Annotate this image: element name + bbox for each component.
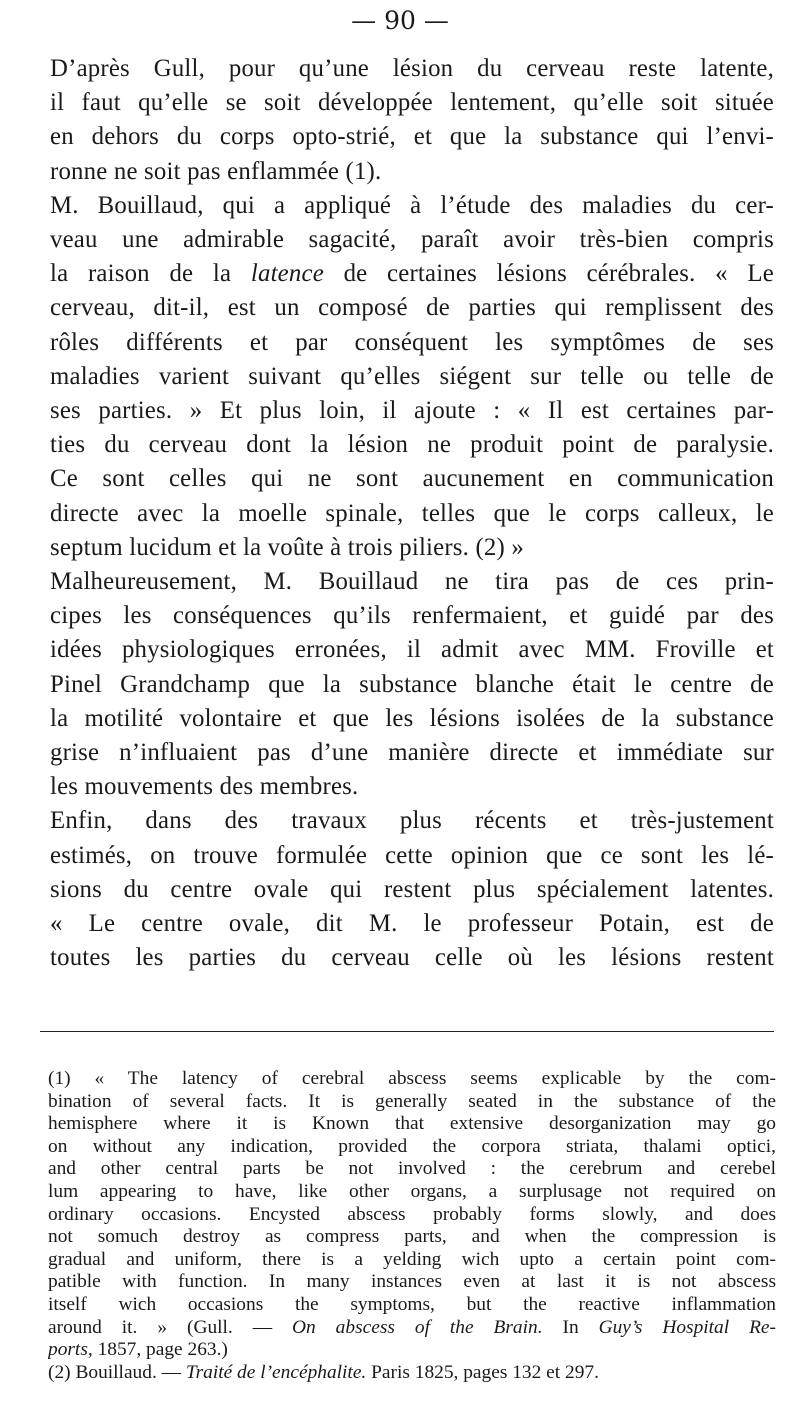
footnote-line: hemisphere where it is Known that extensive desorganization may go bbox=[48, 1113, 776, 1135]
line-fragment: (2) Bouillaud. — bbox=[48, 1361, 186, 1383]
body-line: Malheureusement, M. Bouillaud ne tira pas de ces prin- bbox=[50, 568, 774, 596]
body-line: M. Bouillaud, qui a appliqué à l’étude des maladies du cer- bbox=[50, 191, 774, 219]
line-fragment: 1857, page 263.) bbox=[92, 1339, 228, 1361]
citation-title: On abscess of the Brain. bbox=[292, 1316, 543, 1338]
emphasis-text: latence bbox=[250, 260, 324, 288]
body-line: ronne ne soit pas enflammée (1). bbox=[50, 157, 382, 185]
body-line: ses parties. » Et plus loin, il ajoute : « Il est certaines par- bbox=[50, 397, 774, 425]
footnote-line: gradual and uniform, there is a yelding wich upto a certain point com- bbox=[48, 1248, 776, 1270]
body-line: sions du centre ovale qui restent plus spécialement latentes. bbox=[50, 875, 774, 903]
body-line: rôles différents et par conséquent les symptômes de ses bbox=[50, 328, 774, 356]
body-line: maladies varient suivant qu’elles siégent sur telle ou telle de bbox=[50, 362, 774, 390]
citation-title: Traité de l’encéphalite. bbox=[185, 1361, 367, 1383]
body-line: cipes les conséquences qu’ils renfermaient, et guidé par des bbox=[50, 602, 774, 630]
line-fragment: la raison de la bbox=[50, 260, 251, 288]
body-line bbox=[50, 257, 774, 291]
body-line: il faut qu’elle se soit développée lentement, qu’elle soit située bbox=[50, 89, 774, 117]
body-line: ties du cerveau dont la lésion ne produit point de paralysie. bbox=[50, 431, 774, 459]
body-line: grise n’influaient pas d’une manière directe et immédiate sur bbox=[50, 739, 774, 767]
line-fragment: de certaines lésions cérébrales. « Le bbox=[323, 260, 774, 288]
body-line: septum lucidum et la voûte à trois piliers. (2) » bbox=[50, 533, 524, 561]
body-text bbox=[50, 52, 774, 975]
line-fragment: Paris 1825, pages 132 et 297. bbox=[366, 1361, 599, 1383]
body-line: la motilité volontaire et que les lésions isolées de la substance bbox=[50, 704, 774, 732]
line-fragment: around it. » (Gull. — bbox=[48, 1316, 293, 1338]
footnote-line: and other central parts be not involved : the cerebrum and cerebel bbox=[48, 1158, 776, 1180]
body-line: Pinel Grandchamp que la substance blanche était le centre de bbox=[50, 670, 774, 698]
footnote-line: patible with function. In many instances even at last it is not abscess bbox=[48, 1271, 776, 1293]
body-line: Ce sont celles qui ne sont aucunement en communication bbox=[50, 465, 774, 493]
body-line: en dehors du corps opto-strié, et que la substance qui l’envi- bbox=[50, 123, 774, 151]
footnote-line: lum appearing to have, like other organs, a surplusage not required on bbox=[48, 1180, 776, 1202]
citation-title: ports, bbox=[48, 1339, 93, 1361]
body-line: estimés, on trouve formulée cette opinion que ce sont les lé- bbox=[50, 841, 774, 869]
footnote-line: not somuch destroy as compress parts, and when the compression is bbox=[48, 1226, 776, 1248]
body-line: toutes les parties du cerveau celle où les lésions restent bbox=[50, 944, 774, 972]
body-line: cerveau, dit-il, est un composé de parties qui remplissent des bbox=[50, 294, 774, 322]
body-line: « Le centre ovale, dit M. le professeur Potain, est de bbox=[50, 910, 774, 938]
footnote-line bbox=[48, 1362, 776, 1385]
page-number: — 90 — bbox=[351, 6, 449, 35]
footnote-line: ordinary occasions. Encysted abscess probably forms slowly, and does bbox=[48, 1203, 776, 1225]
footnote-line: bination of several facts. It is generally seated in the substance of the bbox=[48, 1090, 776, 1112]
body-line: les mouvements des membres. bbox=[50, 773, 359, 801]
footnote-line bbox=[48, 1339, 776, 1362]
footnotes bbox=[48, 1068, 776, 1384]
body-line: D’après Gull, pour qu’une lésion du cerveau reste latente, bbox=[50, 55, 774, 82]
footnote-line: (1) « The latency of cerebral abscess seems explicable by the com- bbox=[48, 1068, 776, 1089]
footnote-divider bbox=[40, 1031, 774, 1032]
line-fragment: In bbox=[542, 1316, 599, 1338]
body-line: veau une admirable sagacité, paraît avoir très-bien compris bbox=[50, 226, 774, 254]
body-line: directe avec la moelle spinale, telles que le corps calleux, le bbox=[50, 499, 774, 527]
footnote-line bbox=[48, 1317, 776, 1340]
body-line: idées physiologiques erronées, il admit avec MM. Froville et bbox=[50, 636, 774, 664]
footnote-line: itself wich occasions the symptoms, but the reactive inflammation bbox=[48, 1293, 776, 1315]
body-line: Enfin, dans des travaux plus récents et très-justement bbox=[50, 807, 774, 835]
footnote-line: on without any indication, provided the corpora striata, thalami optici, bbox=[48, 1135, 776, 1157]
citation-title: Guy’s Hospital Re- bbox=[598, 1316, 776, 1338]
